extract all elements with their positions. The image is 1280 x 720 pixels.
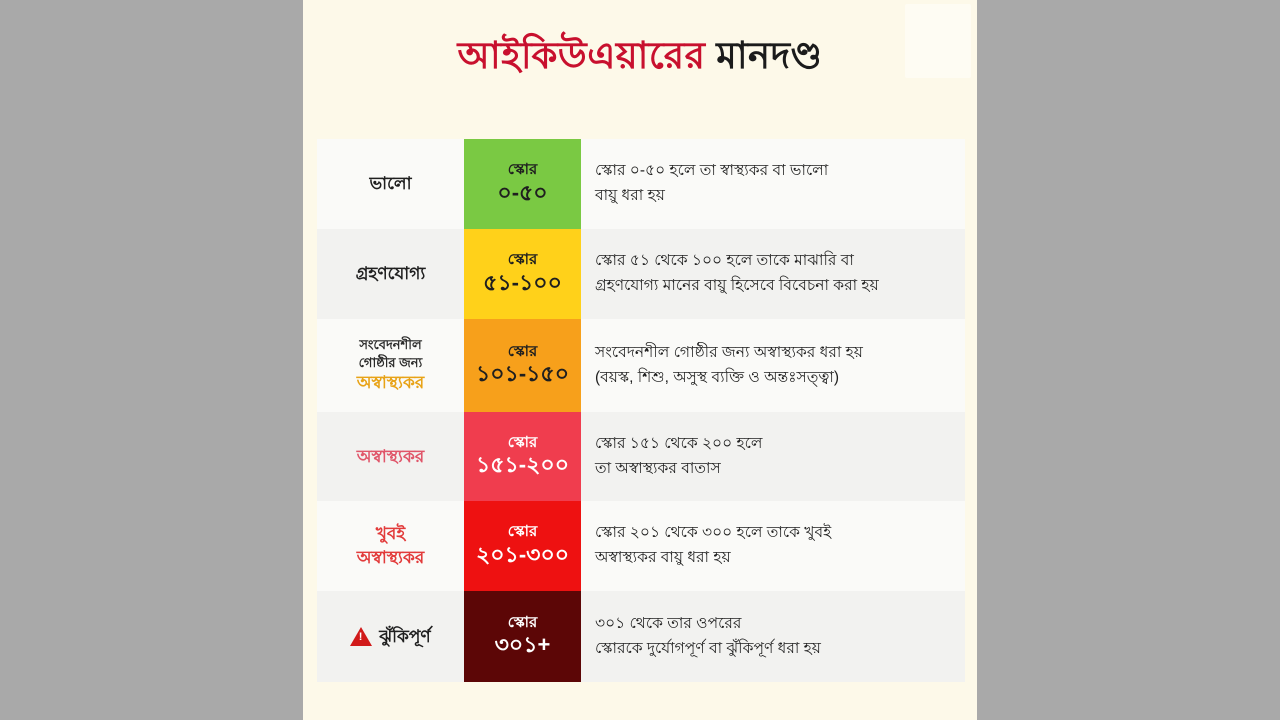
row-category (317, 139, 464, 229)
description-line-2: (বয়স্ক, শিশু, অসুস্থ ব্যক্তি ও অন্তঃসত্ত্বা) (595, 368, 840, 386)
description-line-1: সংবেদনশীল গোষ্ঠীর জন্য অস্বাস্থ্যকর ধরা হয় (595, 343, 863, 361)
score-word: স্কোর (507, 613, 538, 631)
category-sublabel-2: গোষ্ঠীর জন্য (358, 354, 423, 370)
row-description (581, 501, 965, 591)
score-range: ১৫১-২০০ (475, 452, 570, 478)
row-description (581, 412, 965, 501)
category-label: গ্রহণযোগ্য (355, 264, 426, 284)
score-range: ৫১-১০০ (483, 269, 562, 295)
row-category (317, 501, 464, 591)
score-word: স্কোর (507, 161, 538, 179)
score-range: ০-৫০ (497, 179, 548, 205)
category-sublabel-1: সংবেদনশীল (359, 337, 422, 353)
description-line-1: ৩০১ থেকে তার ওপরের (595, 614, 742, 632)
category-label: ভালো (369, 174, 412, 194)
category-label: অস্বাস্থ্যকর (356, 548, 425, 567)
table-row (317, 139, 965, 229)
score-word: স্কোর (507, 433, 538, 451)
category-label: অস্বাস্থ্যকর (356, 446, 425, 466)
description-line-1: স্কোর ৫১ থেকে ১০০ হলে তাকে মাঝারি বা (595, 252, 854, 270)
row-description (581, 139, 965, 229)
score-word: স্কোর (507, 523, 538, 541)
table-row (317, 591, 965, 682)
row-score-band (464, 412, 581, 501)
category-label: ঝুঁকিপূর্ণ (379, 626, 431, 646)
table-row (317, 412, 965, 501)
page-title-part1: আইকিউএয়ারের (457, 35, 717, 76)
score-word: স্কোর (507, 251, 538, 269)
row-category (317, 229, 464, 319)
score-word: স্কোর (507, 342, 538, 360)
row-score-band (464, 501, 581, 591)
description-line-2: স্কোরকে দুর্যোগপূর্ণ বা ঝুঁকিপূর্ণ ধরা হয় (595, 639, 821, 657)
category-label-line-1: খুবই (375, 524, 406, 544)
row-score-band (464, 229, 581, 319)
score-range: ৩০১+ (494, 632, 551, 658)
row-score-band (464, 319, 581, 412)
row-description (581, 591, 965, 682)
row-description (581, 229, 965, 319)
description-line-1: স্কোর ০-৫০ হলে তা স্বাস্থ্যকর বা ভালো (595, 162, 829, 180)
table-row (317, 229, 965, 319)
description-line-2: তা অস্বাস্থ্যকর বাতাস (595, 459, 721, 477)
score-range: ২০১-৩০০ (475, 541, 570, 567)
description-line-1: স্কোর ২০১ থেকে ৩০০ হলে তাকে খুবই (595, 524, 832, 542)
page-title-part2: মানদণ্ড (716, 35, 823, 76)
category-label: অস্বাস্থ্যকর (356, 373, 425, 393)
warning-triangle-icon (350, 627, 372, 646)
row-description (581, 319, 965, 412)
row-category (317, 412, 464, 501)
aqi-table (317, 139, 965, 682)
page-title (303, 34, 977, 78)
description-line-2: গ্রহণযোগ্য মানের বায়ু হিসেবে বিবেচনা করা হয় (595, 277, 879, 294)
description-line-1: স্কোর ১৫১ থেকে ২০০ হলে (595, 434, 763, 452)
row-score-band (464, 591, 581, 682)
table-row (317, 319, 965, 412)
description-line-2: অস্বাস্থ্যকর বায়ু ধরা হয় (595, 549, 731, 566)
row-score-band (464, 139, 581, 229)
aqi-standard-card (303, 0, 977, 720)
row-category (317, 591, 464, 682)
row-category (317, 319, 464, 412)
description-line-2: বায়ু ধরা হয় (595, 187, 665, 204)
score-range: ১০১-১৫০ (475, 361, 570, 387)
table-row (317, 501, 965, 591)
